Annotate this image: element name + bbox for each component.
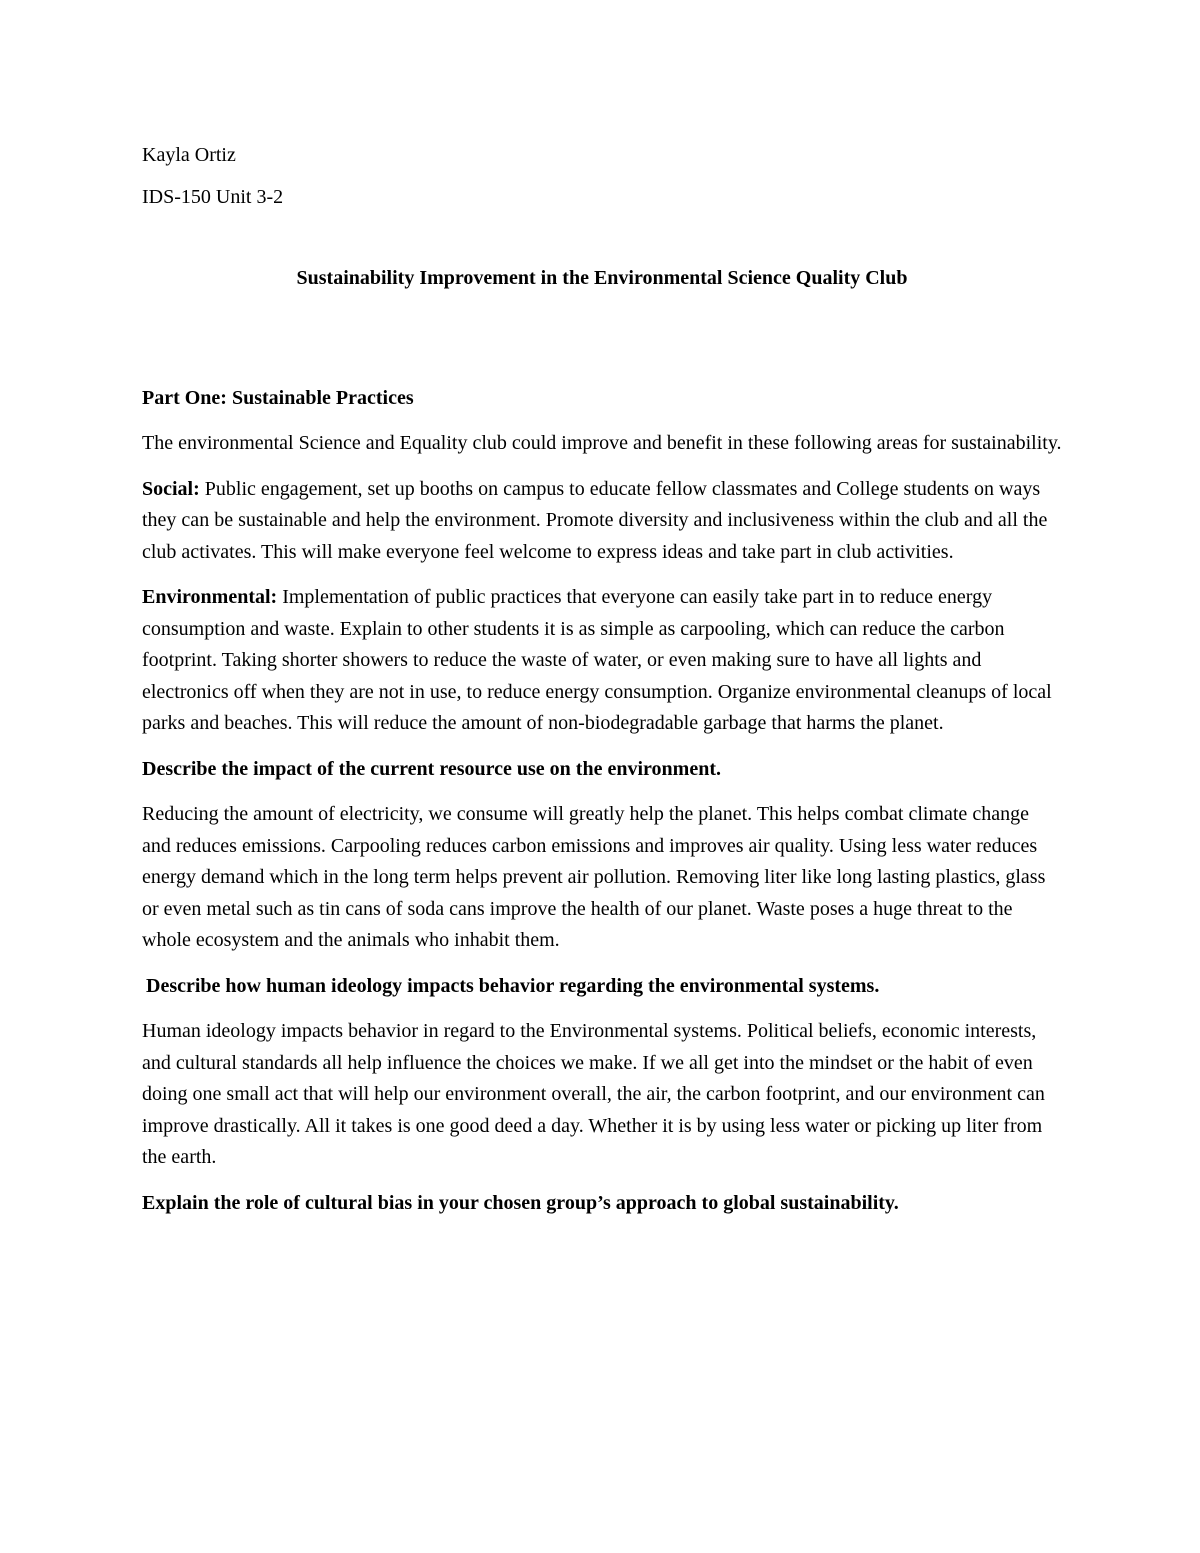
- course-code: IDS-150 Unit 3-2: [142, 185, 284, 208]
- environmental-label: Environmental:: [142, 586, 278, 608]
- environmental-text: Implementation of public practices that everyone can easily take part in to reduce energy consumption and waste. Explain to other students it is as simple as carpooling, which can reduce the carbon footprint. Taking shorter showers to reduce the waste of water, or even making sure to have all lights and electronics off when they are not in use, to reduce energy consumption. Organize environmental cleanups of local parks and beaches. This will reduce the amount of non-biodegradable garbage that harms the planet.: [142, 586, 1052, 734]
- intro-paragraph: The environmental Science and Equality club could improve and benefit in these following areas for sustainability.: [142, 432, 1062, 454]
- impact-paragraph: Reducing the amount of electricity, we consume will greatly help the planet. This helps combat climate change and reduces emissions. Carpooling reduces carbon emissions and improves air quality. Using less water reduces energy demand which in the long term helps prevent air pollution. Removing liter like long lasting plastics, glass or even metal such as tin cans of soda cans improve the health of our planet. Waste poses a huge threat to the whole ecosystem and the animals who inhabit them.: [142, 803, 1046, 951]
- bias-heading: Explain the role of cultural bias in your chosen group’s approach to global sustainability.: [142, 1191, 899, 1214]
- social-text: Public engagement, set up booths on campus to educate fellow classmates and College students on ways they can be sustainable and help the environment. Promote diversity and inclusiveness within the club and all the club activates. This will make everyone feel welcome to express ideas and take part in club activities.: [142, 477, 1048, 563]
- impact-heading: Describe the impact of the current resource use on the environment.: [142, 757, 721, 780]
- social-label: Social:: [142, 477, 200, 500]
- ideology-heading: Describe how human ideology impacts behavior regarding the environmental systems.: [146, 974, 880, 997]
- document-title: Sustainability Improvement in the Environmental Science Quality Club: [296, 267, 908, 289]
- ideology-paragraph: Human ideology impacts behavior in regard to the Environmental systems. Political beliefs, economic interests, and cultural standards all help influence the choices we make. If we all get into the mindset or the habit of even doing one small act that will help our environment overall, the air, the carbon footprint, and our environment can improve drastically. All it takes is one good deed a day. Whether it is by using less water or picking up liter from the earth.: [142, 1020, 1045, 1168]
- document-body: [142, 140, 1062, 1233]
- author-name: Kayla Ortiz: [142, 144, 236, 166]
- environmental-paragraph: [142, 582, 1062, 740]
- part-one-heading: Part One: Sustainable Practices: [142, 386, 414, 409]
- social-paragraph: [142, 474, 1062, 569]
